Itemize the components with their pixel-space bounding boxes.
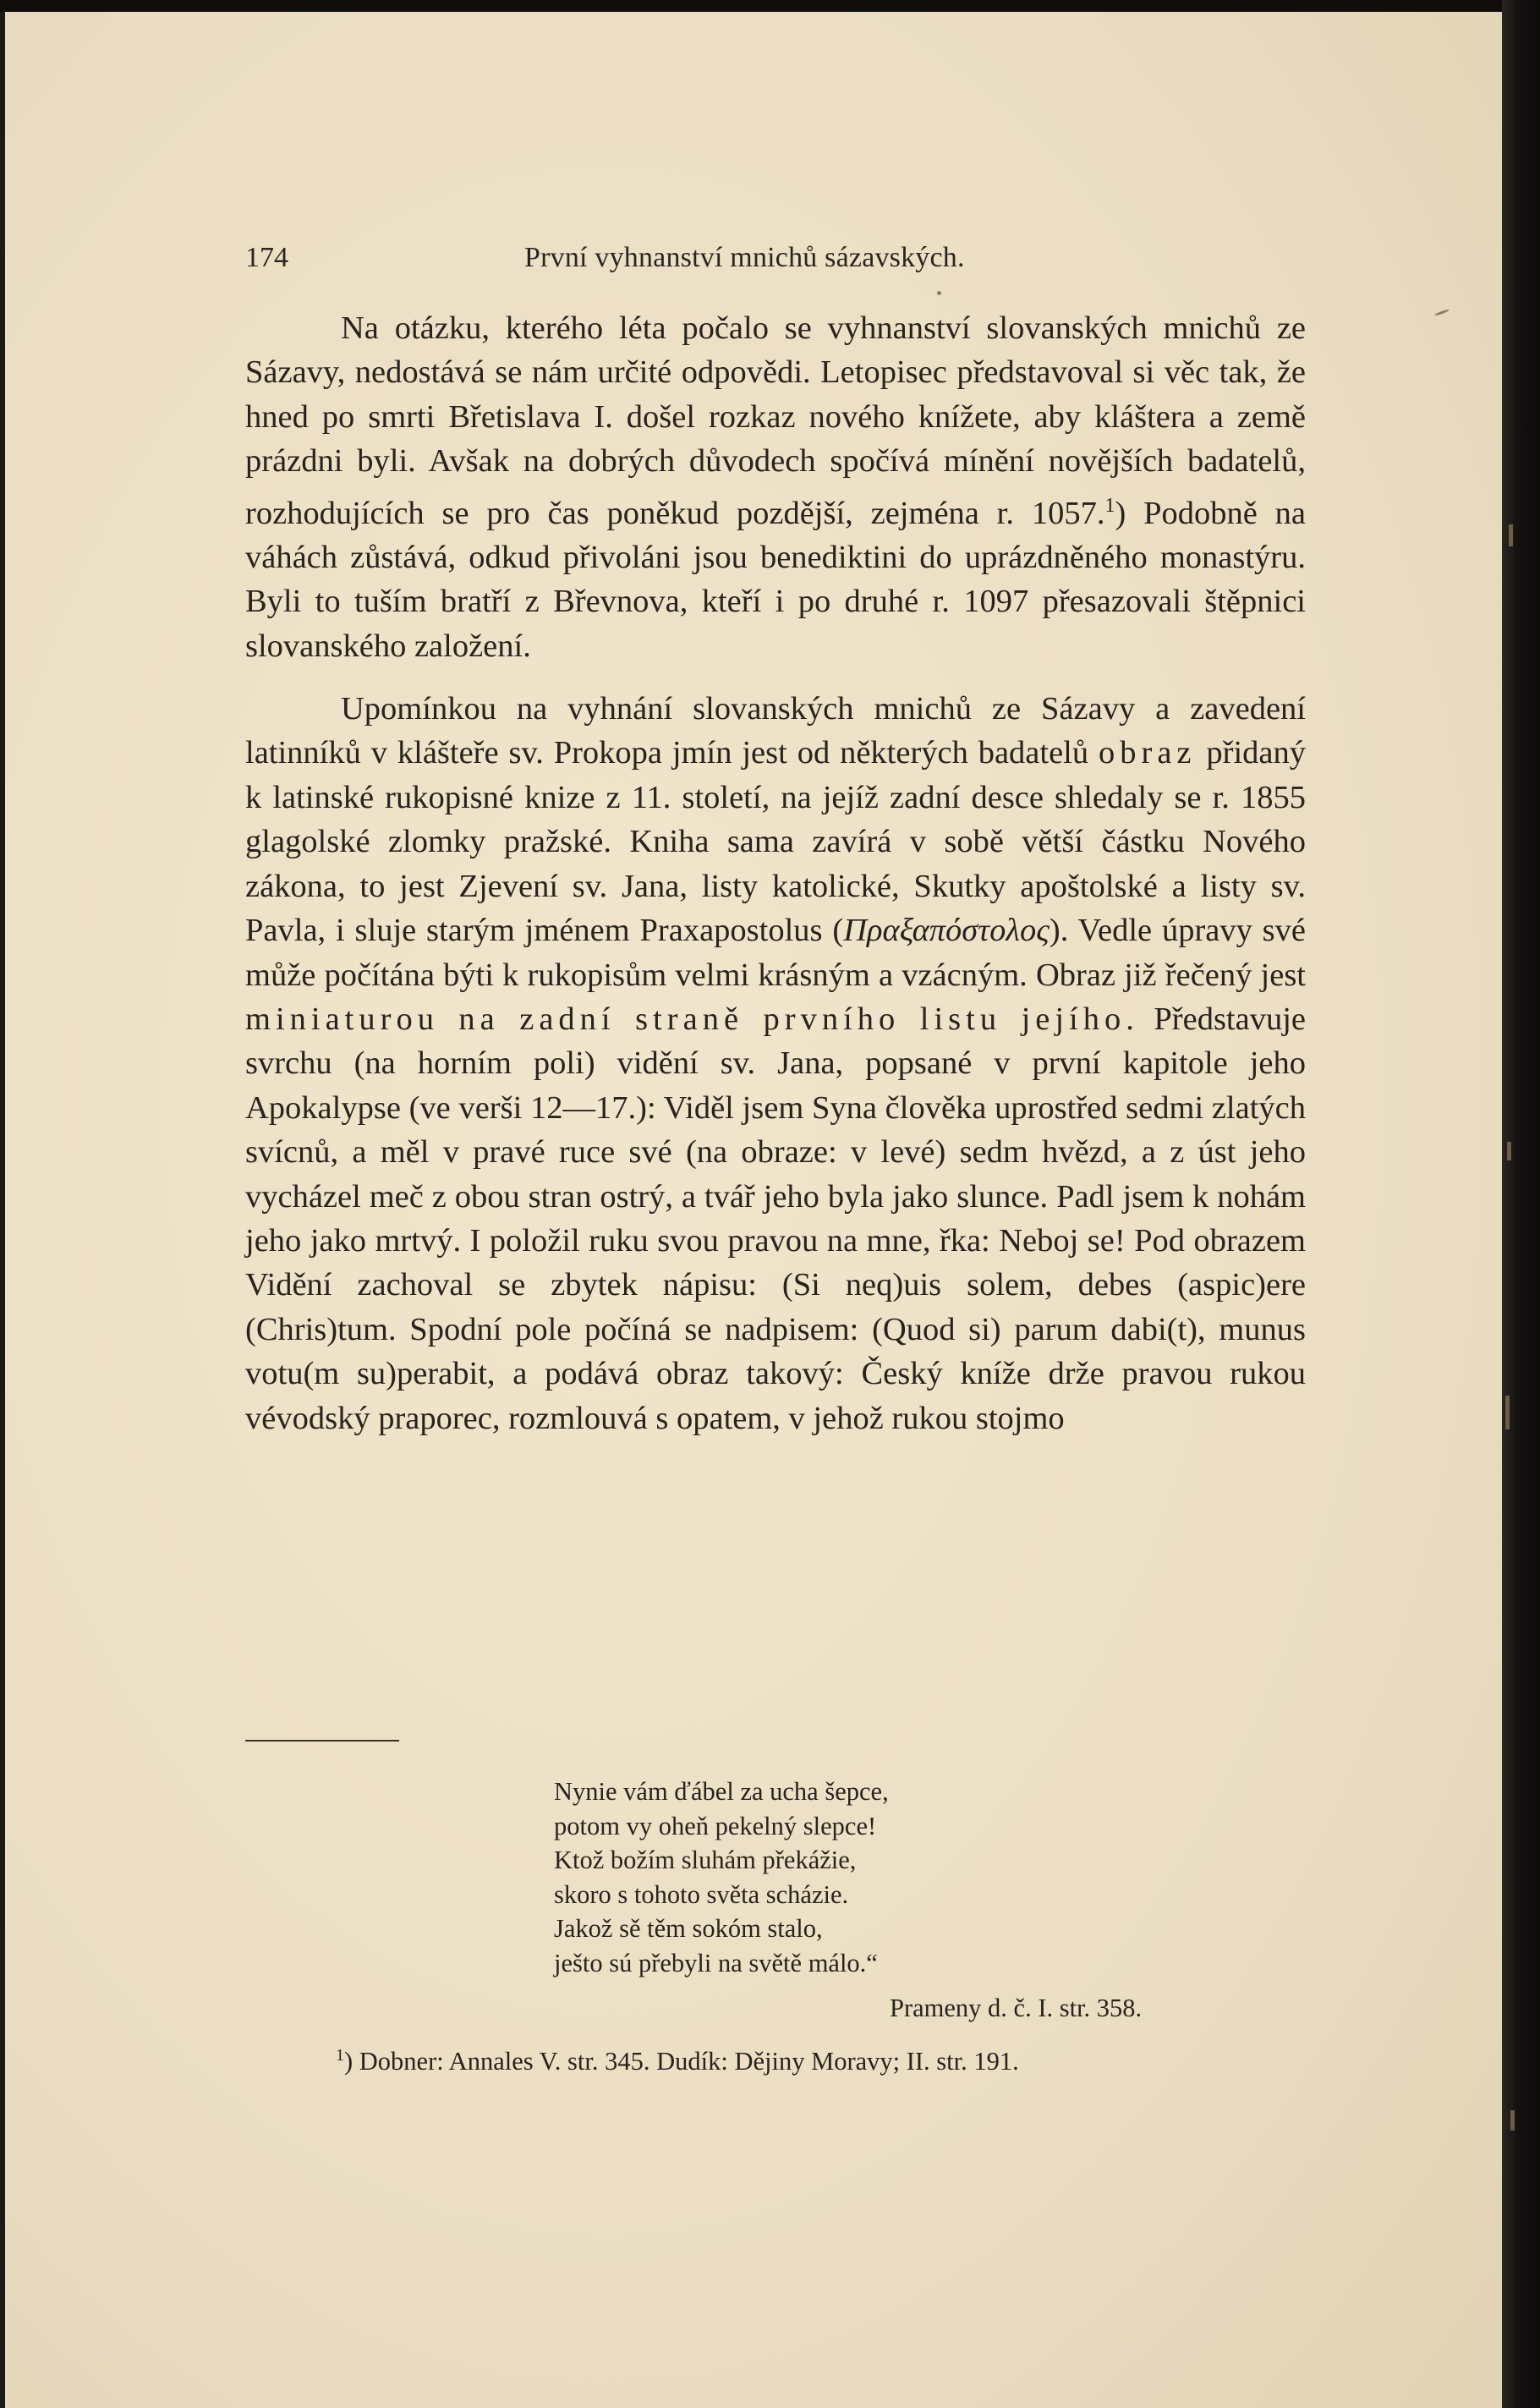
verse-line: Jakož sě těm sokóm stalo,	[554, 1914, 823, 1943]
spaced-emphasis-obraz: obraz	[1099, 735, 1197, 771]
paragraph-1	[245, 306, 1306, 668]
verse-quote	[554, 1774, 1315, 1980]
verse-line: ješto sú přebyli na světě málo.“	[554, 1948, 878, 1977]
footnote-ref: 1	[1104, 494, 1115, 517]
paragraph-2-text-cont3: Představuje svrchu (na horním poli) vidění sv. Jana, popsané v první kapitole jeho Apokalypse (ve verši 12—17.): Viděl jsem Syna člověka uprostřed sedmi zlatých svícnů, a měl v pravé ruce své (na obraze: v levé) sedm hvězd, a z úst jeho vycházel meč z obou stran ostrý, a tvář jeho byla jako slunce. Padl jsem k nohám jeho jako mrtvý. I položil ruku svou pravou na mne, řka: Neboj se! Pod obrazem Vidění zachoval se zbytek nápisu: (Si neq)uis solem, debes (aspic)ere (Chris)tum. Spodní pole počíná se nadpisem: (Quod si) parum dabi(t), munus votu(m su)perabit, a podává obraz takový: Český kníže drže pravou rukou vévodský praporec, rozmlouvá s opatem, v jehož rukou stojmo	[245, 1001, 1306, 1436]
paragraph-1-text: Na otázku, kterého léta počalo se vyhnanství slovanských mnichů ze Sázavy, nedostává se nám určité odpovědi. Letopisec představoval si věc tak, že hned po smrti Břetislava I. došel rozkaz nového knížete, aby kláštera a země prázdni byli. Avšak na dobrých důvodech spočívá mínění novějších badatelů, rozhodujících se pro čas poněkud pozdější, zejména r. 1057.	[245, 310, 1306, 531]
paragraph-1-text-cont: ) Podobně na váhách zůstává, odkud přivoláni jsou benediktini do uprázdněného monastýru. Byli to tuším bratří z Břevnova, kteří i po druhé r. 1097 přesazovali štěpnici slovanského založení.	[245, 495, 1306, 664]
spaced-emphasis-miniature: miniaturou na zadní straně prvního listu jejího.	[245, 1001, 1139, 1037]
page-number: 174	[245, 242, 288, 273]
paragraph-2-text-cont: přidaný k latinské rukopisné knize z 11. století, na jejíž zadní desce shledaly se r. 1855 glagolské zlomky pražské. Kniha sama zavírá v sobě větší částku Nového zákona, to jest Zjevení sv. Jana, listy katolické, Skutky apoštolské a listy sv. Pavla, i sluje starým jménem Praxapostolus (	[245, 735, 1306, 949]
paragraph-2	[245, 687, 1306, 1440]
page-gutter-edge	[1502, 0, 1540, 2408]
footnote-marker: 1	[336, 2045, 344, 2065]
verse-line: potom vy oheň pekelný slepce!	[554, 1811, 877, 1840]
verse-line: Ktož božím sluhám překážie,	[554, 1846, 857, 1874]
paragraph-2-text: Upomínkou na vyhnání slovanských mnichů ze Sázavy a zavedení latinníků v klášteře sv. Prokopa jmín jest od některých badatelů	[245, 691, 1306, 771]
footnote-text: ) Dobner: Annales V. str. 345. Dudík: Dějiny Moravy; II. str. 191.	[344, 2047, 1019, 2076]
greek-title: Πραξαπόστολος	[843, 913, 1050, 949]
footnote-divider	[245, 1740, 399, 1742]
main-text	[245, 306, 1306, 1440]
verse-line: Nynie vám ďábel za ucha šepce,	[554, 1777, 889, 1806]
edge-mark	[1507, 1142, 1511, 1160]
page-header	[245, 242, 1306, 282]
edge-mark	[1505, 1396, 1510, 1429]
running-title: První vyhnanství mnichů sázavských.	[524, 242, 965, 273]
edge-mark	[1509, 524, 1513, 546]
scan-border	[0, 0, 1540, 12]
paper-speck	[1434, 309, 1450, 316]
paragraph-2-text-cont2: ). Vedle úpravy své může počítána býti k rukopisům velmi krásným a vzácným. Obraz již řečený jest	[245, 913, 1307, 993]
footnote	[336, 2047, 1019, 2076]
verse-line: skoro s tohoto světa scházie.	[554, 1879, 849, 1909]
verse-source: Prameny d. č. I. str. 358.	[890, 1994, 1143, 2022]
paper-speck	[937, 291, 941, 295]
edge-mark	[1510, 2110, 1515, 2131]
